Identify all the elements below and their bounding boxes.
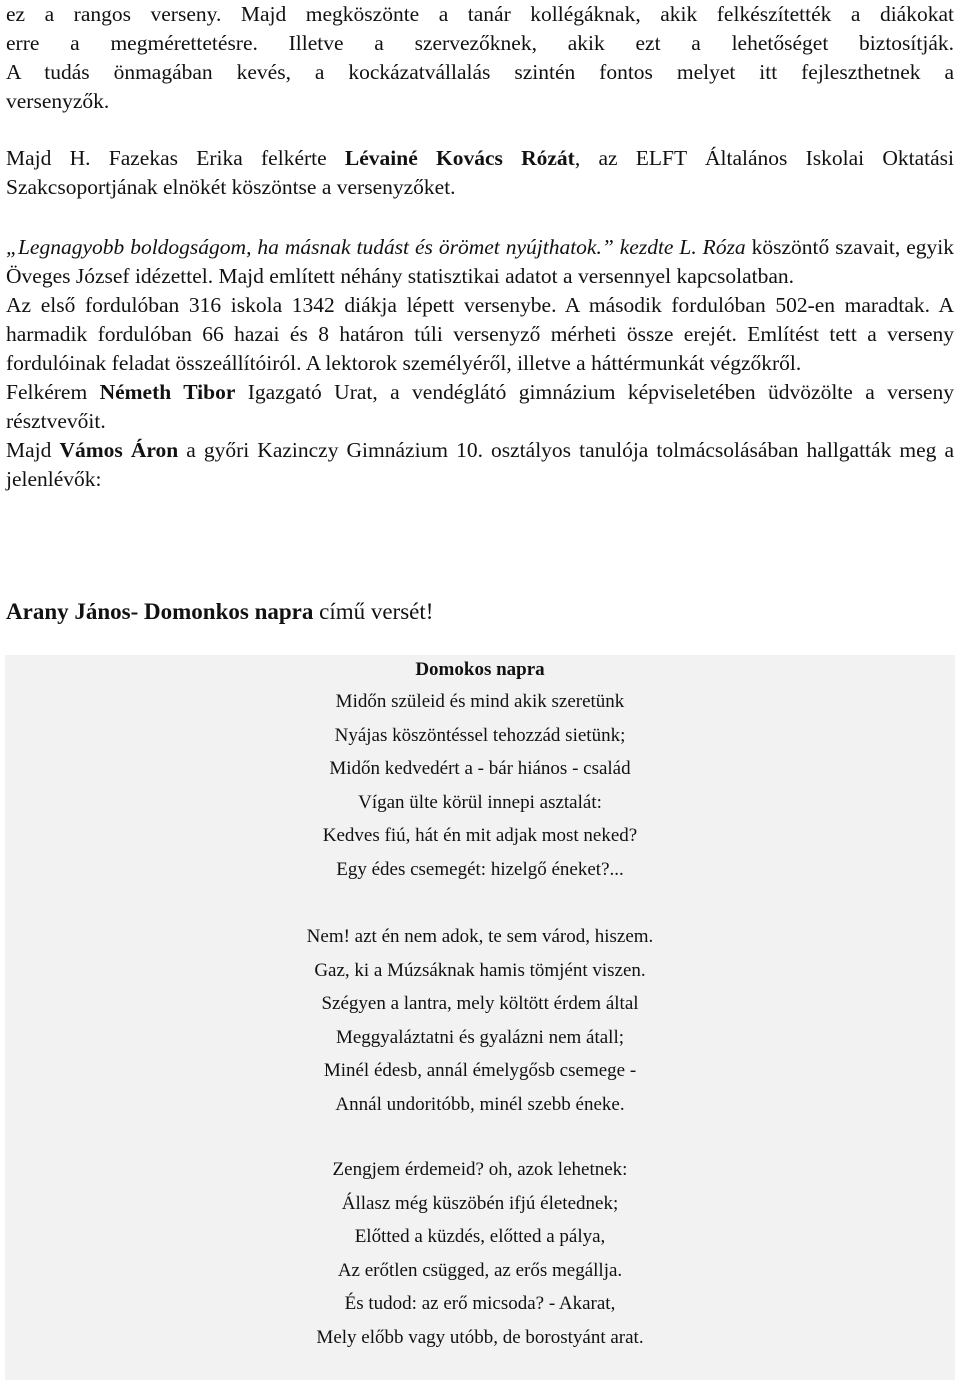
poem-line: Gaz, ki a Múzsáknak hamis tömjént viszen. [314, 959, 646, 981]
paragraph-2 [6, 144, 954, 202]
poem-line: Kedves fiú, hát én mit adjak most neked? [322, 825, 638, 846]
poem-title: Domokos napra [415, 659, 545, 680]
poem-line: Mely előbb vagy utóbb, de borostyánt arat. [316, 1326, 644, 1348]
paragraph-5 [6, 378, 954, 436]
poem-line: Zengjem érdemeid? oh, azok lehetnek: [332, 1159, 628, 1180]
poem-line: Szégyen a lantra, mely költött érdem által [321, 993, 639, 1014]
poem-box [5, 655, 955, 1380]
poem-line: Midőn szüleid és mind akik szeretünk [335, 691, 625, 712]
paragraph-3-text: köszöntő szavait, egyik Öveges József idézettel. Majd említett néhány statisztikai adatot a versennyel kapcsolatban. [6, 235, 954, 288]
poem-line: Egy édes csemegét: hizelgő éneket?... [336, 858, 624, 880]
paragraph-2-text-c: , az ELFT Általános Iskolai Oktatási Szakcsoportjának elnökét köszöntse a versenyzőket. [6, 146, 955, 199]
paragraph-1-line-1: ez a rangos verseny. Majd megköszönte a tanár kollégáknak, akik felkészítették a diákokat [6, 2, 954, 26]
poem-line: Annál undoritóbb, minél szebb éneke. [335, 1093, 625, 1115]
paragraph-5-text-c: Igazgató Urat, a vendéglátó gimnázium képviseletében üdvözölte a verseny résztvevőit. [6, 380, 954, 433]
poem-stanza-2 [5, 925, 955, 1126]
paragraph-6-text-c: a győri Kazinczy Gimnázium 10. osztályos tanulója tolmácsolásában hallgatták meg a jelenlévők: [6, 438, 954, 491]
poem-stanza-1 [5, 690, 955, 891]
paragraph-2-text-a: Majd H. Fazekas Erika felkérte [6, 146, 345, 170]
paragraph-4: Az első fordulóban 316 iskola 1342 diákja lépett versenybe. A második fordulóban 502-en maradtak. A harmadik fordulóban 66 hazai és 8 határon túli versenyző mérheti össze erejét. Említést tett a verseny fordulóinak feladat összeállítóiról. A lektorok személyéről, illetve a háttérmunkát végzőkről. [6, 293, 954, 375]
paragraph-1-line-3: A tudás önmagában kevés, a kockázatvállalás szintén fontos melyet itt fejleszthetnek a [6, 60, 954, 84]
poem-stanza-3 [5, 1158, 955, 1359]
poem-heading-bold: Arany János- Domonkos napra [6, 599, 314, 624]
paragraph-3 [6, 233, 954, 291]
article-text [6, 0, 954, 494]
oveges-quote: „Legnagyobb boldogságom, ha másnak tudást és örömet nyújthatok.” kezdte L. Róza [6, 235, 746, 259]
poem-line: És tudod: az erő micsoda? - Akarat, [344, 1293, 616, 1314]
paragraph-6 [6, 436, 954, 494]
paragraph-5-text-a: Felkérem [6, 380, 100, 404]
speaker-name-levaine: Lévainé Kovács Rózát [344, 146, 575, 170]
poem-heading-rest: című versét! [313, 599, 434, 624]
paragraph-6-text-a: Majd [6, 438, 60, 462]
paragraph-1 [6, 0, 954, 116]
poem-line: Nyájas köszöntéssel tehozzád sietünk; [334, 724, 626, 746]
poem-line: Midőn kedvedért a - bár hiános - család [329, 758, 631, 779]
speaker-name-nemeth: Németh Tibor [99, 380, 236, 404]
poem-line: Vígan ülte körül innepi asztalát: [358, 791, 602, 813]
poem-line: Az erőtlen csügged, az erős megállja. [337, 1259, 623, 1281]
poem-line: Nem! azt én nem adok, te sem várod, hiszem. [306, 926, 654, 947]
poem-line: Állasz még küszöbén ifjú életednek; [341, 1192, 619, 1214]
paragraph-1-line-2: erre a megmérettetésre. Illetve a szervezőknek, akik ezt a lehetőséget biztosítják. [6, 31, 954, 55]
poem-line: Meggyaláztatni és gyalázni nem átall; [335, 1026, 625, 1048]
poem-line: Minél édesb, annál émelygősb csemege - [323, 1060, 637, 1081]
paragraph-1-line-4: versenyzők. [6, 89, 110, 113]
poem-line: Előtted a küzdés, előtted a pálya, [354, 1226, 606, 1247]
poem-heading [6, 597, 433, 627]
speaker-name-vamos: Vámos Áron [59, 438, 179, 462]
